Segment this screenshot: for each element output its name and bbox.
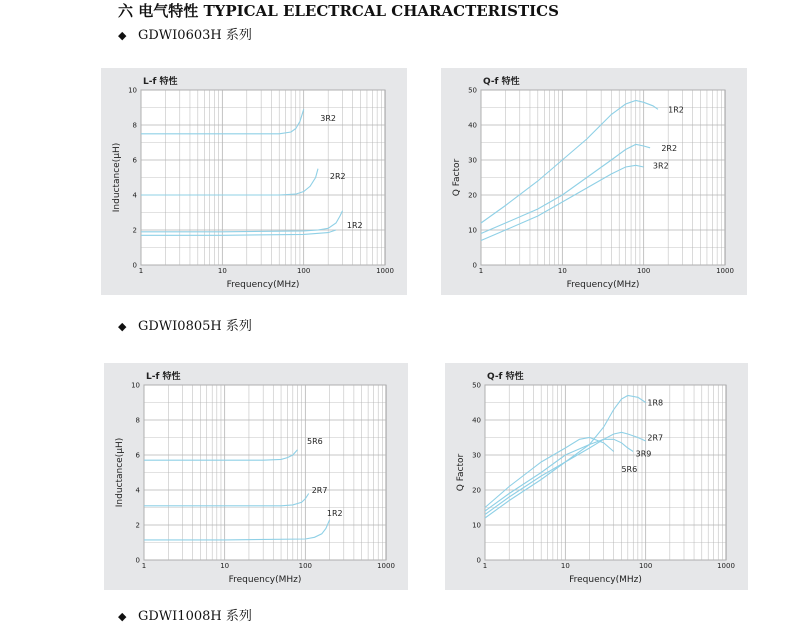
y-axis-label: Q Factor: [456, 453, 466, 492]
series-label: 1R2: [668, 105, 684, 115]
y-tick-label: 30: [472, 451, 481, 460]
chart-title: L-f 特性: [143, 77, 178, 87]
qf-chart-0805: [445, 363, 748, 590]
x-tick-label: 1: [138, 267, 144, 275]
x-tick-label: 1: [141, 562, 147, 570]
qf-chart-0603: [441, 68, 747, 295]
series-label: 3R2: [652, 161, 669, 171]
series-label: 3R9: [635, 449, 652, 459]
series-label: 1R2: [346, 220, 363, 230]
series-label: 1R2: [326, 508, 343, 518]
lf-chart-0805: [104, 363, 408, 590]
x-tick-label: 1000: [377, 562, 395, 570]
x-tick-label: 10: [557, 267, 567, 275]
y-tick-label: 20: [472, 486, 481, 495]
y-tick-label: 10: [128, 86, 137, 95]
x-tick-label: 1000: [717, 562, 735, 570]
y-tick-label: 0: [135, 556, 140, 565]
x-axis-label: Frequency(MHz): [569, 575, 642, 585]
series-title-text: GDWI1008H 系列: [138, 609, 252, 624]
x-axis-label: Frequency(MHz): [566, 280, 640, 290]
series-label: 2R7: [647, 433, 664, 443]
diamond-bullet-icon: ◆: [118, 320, 127, 333]
x-axis-label: Frequency(MHz): [228, 575, 302, 585]
chart-svg: [441, 68, 747, 295]
series-label: 2R2: [661, 143, 678, 153]
series-label: 5R6: [621, 465, 638, 474]
y-tick-label: 4: [132, 191, 137, 200]
x-tick-label: 100: [298, 562, 313, 570]
section-heading: 六 电气特性 TYPICAL ELECTRCAL CHARACTERISTICS: [118, 2, 559, 20]
series-title-0603: [118, 24, 252, 43]
chart-title: L-f 特性: [146, 372, 181, 382]
x-tick-label: 1000: [376, 267, 394, 275]
chart-svg: [445, 363, 748, 590]
y-tick-label: 0: [476, 556, 481, 565]
series-title-text: GDWI0603H 系列: [138, 28, 252, 43]
y-tick-label: 50: [472, 381, 481, 390]
chart-svg: [104, 363, 408, 590]
chart-title: Q-f 特性: [483, 77, 520, 87]
y-tick-label: 10: [468, 226, 477, 235]
y-tick-label: 0: [132, 261, 137, 270]
y-tick-label: 2: [132, 226, 137, 235]
y-tick-label: 20: [468, 191, 477, 200]
series-label: 3R2: [320, 114, 337, 123]
y-tick-label: 50: [468, 86, 477, 95]
y-axis-label: Inductance(μH): [115, 437, 125, 508]
y-tick-label: 30: [468, 156, 477, 165]
series-label: 2R7: [311, 486, 328, 495]
series-label: 2R2: [329, 171, 346, 181]
x-tick-label: 1: [478, 267, 484, 275]
x-tick-label: 100: [638, 562, 653, 570]
y-tick-label: 10: [131, 381, 140, 390]
y-tick-label: 8: [132, 121, 137, 130]
series-label: 1R8: [647, 398, 664, 408]
y-tick-label: 0: [472, 261, 477, 270]
diamond-bullet-icon: ◆: [118, 610, 127, 623]
series-title-1008: [118, 605, 252, 624]
x-tick-label: 100: [636, 267, 651, 275]
y-tick-label: 10: [472, 521, 481, 530]
y-tick-label: 40: [472, 416, 481, 425]
x-tick-label: 1: [482, 562, 488, 570]
y-axis-label: Inductance(μH): [112, 142, 122, 213]
chart-svg: [101, 68, 407, 295]
y-tick-label: 8: [135, 416, 140, 425]
chart-title: Q-f 特性: [487, 372, 524, 382]
series-label: 5R6: [307, 437, 323, 446]
lf-chart-0603: [101, 68, 407, 295]
y-tick-label: 40: [468, 121, 477, 130]
x-tick-label: 10: [217, 267, 227, 275]
y-tick-label: 4: [135, 486, 140, 495]
x-axis-label: Frequency(MHz): [226, 280, 300, 290]
y-tick-label: 6: [135, 451, 140, 460]
x-tick-label: 10: [220, 562, 230, 570]
y-tick-label: 6: [132, 156, 137, 165]
x-tick-label: 100: [296, 267, 311, 275]
series-title-text: GDWI0805H 系列: [138, 319, 252, 334]
x-tick-label: 10: [560, 562, 570, 570]
y-axis-label: Q Factor: [452, 158, 462, 197]
x-tick-label: 1000: [716, 267, 734, 275]
diamond-bullet-icon: ◆: [118, 29, 127, 42]
series-title-0805: [118, 315, 252, 334]
y-tick-label: 2: [135, 521, 140, 530]
